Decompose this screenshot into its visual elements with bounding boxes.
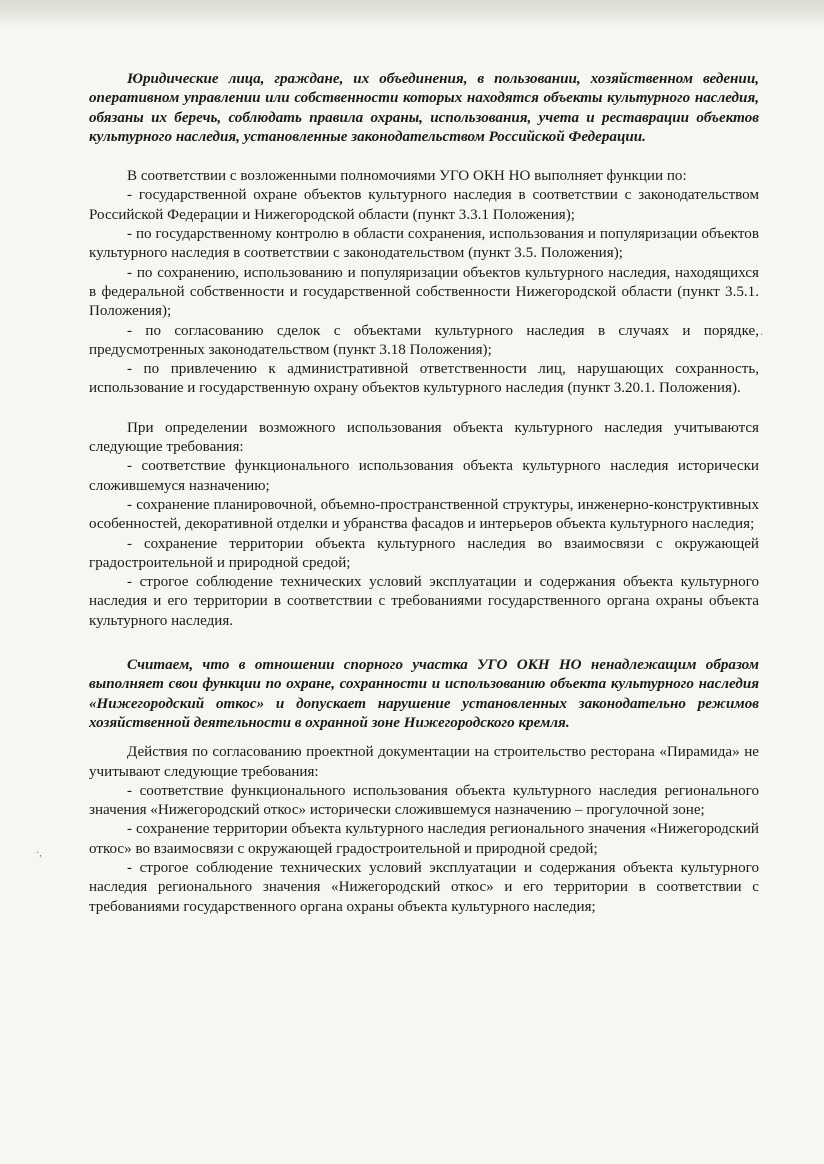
pyramid-item: - сохранение территории объекта культурного наследия регионального значения «Нижегородский откос» во взаимосвязи с окружающей градостроительной и природной средой; xyxy=(89,821,759,857)
functions-item: - по государственному контролю в области сохранения, использования и популяризации объектов культурного наследия в соответствии с законодательством (пункт 3.5. Положения); xyxy=(89,226,759,262)
pyramid-intro: Действия по согласованию проектной документации на строительство ресторана «Пирамида» не учитывают следующие требования: xyxy=(89,744,759,780)
requirements-item: - сохранение планировочной, объемно-пространственной структуры, инженерно-конструктивных особенностей, декоративной отделки и убранства фасадов и интерьеров объекта культурного наследия; xyxy=(89,496,759,533)
scan-speck: ·, xyxy=(36,848,42,859)
pyramid-item: - строгое соблюдение технических условий эксплуатации и содержания объекта культурного наследия регионального значения «Нижегородский откос» и его территории в соответствии с требованиями государственного органа охраны объекта культурного наследия; xyxy=(89,859,759,915)
requirements-item: - соответствие функционального использования объекта культурного наследия исторически сложившемуся назначению; xyxy=(89,458,759,494)
conclusion-paragraph: Считаем, что в отношении спорного участка УГО ОКН НО ненадлежащим образом выполняет свои функции по охране, сохранности и использованию объекта культурного наследия «Нижегородский откос» и допускает нарушение установленных законодательно режимов хозяйственной деятельности в охранной зоне Нижегородского кремля. xyxy=(89,657,759,731)
functions-item: - по привлечению к административной ответственности лиц, нарушающих сохранность, использование и государственную охрану объектов культурного наследия (пункт 3.20.1. Положения). xyxy=(89,361,759,397)
scan-speck: · xyxy=(760,330,764,341)
document-body xyxy=(89,70,759,917)
functions-item: - по согласованию сделок с объектами культурного наследия в случаях и порядке, предусмотренных законодательством (пункт 3.18 Положения); xyxy=(89,322,759,358)
functions-item: - государственной охране объектов культурного наследия в соответствии с законодательством Российской Федерации и Нижегородской области (пункт 3.3.1 Положения); xyxy=(89,187,759,223)
functions-item: - по сохранению, использованию и популяризации объектов культурного наследия, находящихся в федеральной собственности и государственной собственности Нижегородской области (пункт 3.5.1. Положения); xyxy=(89,264,759,320)
scan-shadow xyxy=(0,0,824,30)
requirements-item: - строгое соблюдение технических условий эксплуатации и содержания объекта культурного наследия и его территории в соответствии с требованиями государственного органа охраны объекта культурного наследия. xyxy=(89,574,759,629)
requirements-intro: При определении возможного использования объекта культурного наследия учитываются следующие требования: xyxy=(89,419,759,456)
pyramid-item: - соответствие функционального использования объекта культурного наследия регионального значения «Нижегородский откос» исторически сложившемуся назначению – прогулочной зоне; xyxy=(89,782,759,819)
legal-entities-paragraph: Юридические лица, граждане, их объединения, в пользовании, хозяйственном ведении, оперативном управлении или собственности которых находятся объекты культурного наследия, обязаны их беречь, соблюдать правила охраны, использования, учета и реставрации объектов культурного наследия, установленные законодательством Российской Федерации. xyxy=(89,71,759,145)
functions-intro: В соответствии с возложенными полномочиями УГО ОКН НО выполняет функции по: xyxy=(127,168,687,185)
requirements-item: - сохранение территории объекта культурного наследия во взаимосвязи с окружающей градостроительной и природной средой; xyxy=(89,535,759,571)
